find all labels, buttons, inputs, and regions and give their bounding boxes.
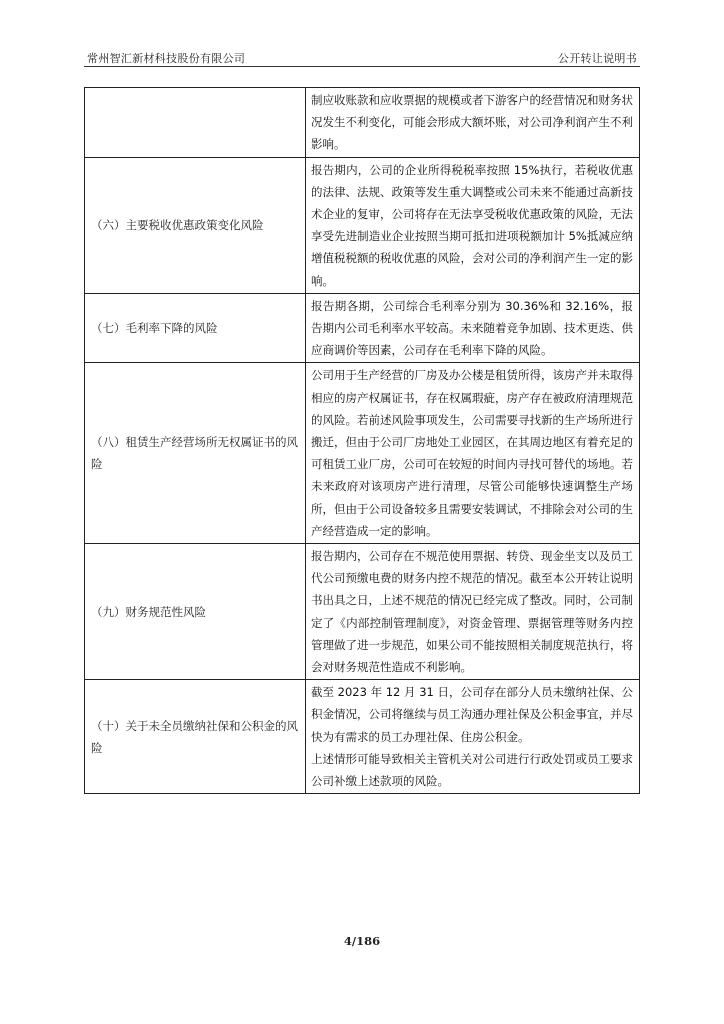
risk-name-cell: （八）租赁生产经营场所无权属证书的风险 [85, 363, 306, 544]
risk-description: 报告期内，公司存在不规范使用票据、转贷、现金坐支以及员工代公司预缴电费的财务内控不规范的情况。截至本公开转让说明书出具之日，上述不规范的情况已经完成了整改。同时，公司制定了《内部控制管理制度》，对资金管理、票据管理等财务内控管理做了进一步规范，如果公司不能按照相关制度规范执行，将会对财务规范性造成不利影响。 [311, 549, 633, 675]
table-row [85, 157, 640, 293]
risk-name-cell: （六）主要税收优惠政策变化风险 [85, 157, 306, 293]
risk-description-cell [306, 157, 640, 293]
risk-description-cell [306, 544, 640, 680]
risk-description: 上述情形可能导致相关主管机关对公司进行行政处罚或员工要求公司补缴上述款项的风险。 [311, 751, 633, 789]
risk-description: 公司用于生产经营的厂房及办公楼是租赁所得，该房产并未取得相应的房产权属证书，存在权属瑕疵，房产存在被政府清理规范的风险。若前述风险事项发生，公司需要寻找新的生产场所进行搬迁，但由于公司厂房地处工业园区，在其周边地区有着充足的可租赁工业厂房，公司可在较短的时间内寻找可替代的场地。若未来政府对该项房产进行清理，尽管公司能够快速调整生产场所，但由于公司设备较多且需要安装调试，不排除会对公司的生产经营造成一定的影响。 [311, 368, 633, 538]
table-row [85, 88, 640, 158]
risk-table [84, 87, 640, 794]
risk-name-cell: （十）关于未全员缴纳社保和公积金的风险 [85, 680, 306, 794]
table-row [85, 293, 640, 363]
page-header [84, 46, 640, 67]
company-name: 常州智汇新材科技股份有限公司 [87, 52, 246, 65]
risk-name-cell: （九）财务规范性风险 [85, 544, 306, 680]
table-row [85, 680, 640, 794]
risk-description-cell [306, 88, 640, 158]
table-row [85, 544, 640, 680]
risk-description: 报告期内，公司的企业所得税税率按照 15%执行，若税收优惠的法律、法规、政策等发生重大调整或公司未来不能通过高新技术企业的复审，公司将存在无法享受税收优惠政策的风险，无法享受先进制造业企业按照当期可抵扣进项税额加计 5%抵减应纳增值税税额的税收优惠的风险，会对公司的净利润产生一定的影响。 [311, 162, 633, 288]
table-row [85, 363, 640, 544]
document-title: 公开转让说明书 [557, 52, 637, 65]
risk-description-cell [306, 680, 640, 794]
risk-description-cell [306, 293, 640, 363]
risk-description-cell [306, 363, 640, 544]
risk-description: 截至 2023 年 12 月 31 日，公司存在部分人员未缴纳社保、公积金情况，公司将继续与员工沟通办理社保及公积金事宜，并尽快为有需求的员工办理社保、住房公积金。 [311, 685, 633, 744]
risk-description: 报告期各期，公司综合毛利率分别为 30.36%和 32.16%，报告期内公司毛利率水平较高。未来随着竞争加剧、技术更迭、供应商调价等因素，公司存在毛利率下降的风险。 [311, 298, 633, 358]
risk-name-cell: （七）毛利率下降的风险 [85, 293, 306, 363]
risk-description: 制应收账款和应收票据的规模或者下游客户的经营情况和财务状况发生不利变化，可能会形成大额坏账，对公司净利润产生不利影响。 [311, 93, 633, 152]
risk-name-cell [85, 88, 306, 158]
page-number: 4/186 [343, 934, 381, 948]
